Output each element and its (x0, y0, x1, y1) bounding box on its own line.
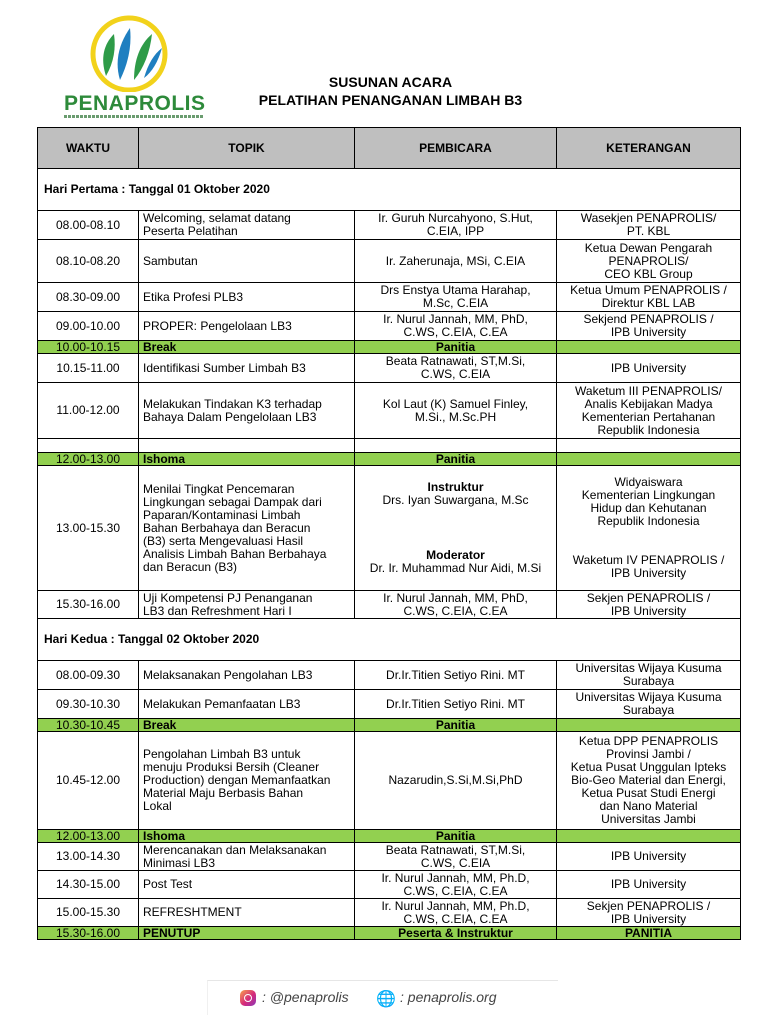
cell-topic: Welcoming, selamat datang Peserta Pelatihan (139, 211, 355, 240)
col-header-note: KETERANGAN (557, 128, 741, 169)
cell-note: Ketua DPP PENAPROLIS Provinsi Jambi / Ketua Pusat Unggulan Ipteks Bio-Geo Material dan Energi, Ketua Pusat Studi Energi dan Nano Material Universitas Jambi (557, 732, 741, 830)
table-row (38, 732, 741, 830)
cell-speaker: Ir. Nurul Jannah, MM, Ph.D, C.WS, C.EIA, C.EA (355, 899, 557, 927)
cell-note: PANITIA (557, 927, 741, 940)
cell-topic: Melakukan Tindakan K3 terhadap Bahaya Dalam Pengelolaan LB3 (139, 383, 355, 439)
cell-note: Waketum III PENAPROLIS/ Analis Kebijakan Madya Kementerian Pertahanan Republik Indonesia (557, 383, 741, 439)
table-row (38, 690, 741, 719)
cell-time: 13.00-15.30 (38, 466, 139, 591)
cell-time: 10.30-10.45 (38, 719, 139, 732)
cell-speaker: Kol Laut (K) Samuel Finley, M.Si., M.Sc.PH (355, 383, 557, 439)
table-row (38, 899, 741, 927)
brand-tagline-strip (64, 115, 204, 118)
cell-speaker: Beata Ratnawati, ST,M.Si, C.WS, C.EIA (355, 843, 557, 871)
cell-topic: Break (139, 719, 355, 732)
cell-note (557, 466, 741, 591)
cell-note: Universitas Wijaya Kusuma Surabaya (557, 690, 741, 719)
cell-topic: Etika Profesi PLB3 (139, 283, 355, 312)
cell-time: 10.15-11.00 (38, 354, 139, 383)
table-row (38, 211, 741, 240)
col-header-time: WAKTU (38, 128, 139, 169)
cell-topic: Ishoma (139, 453, 355, 466)
cell-speaker: Drs Enstya Utama Harahap, M.Sc, C.EIA (355, 283, 557, 312)
cell-topic: Identifikasi Sumber Limbah B3 (139, 354, 355, 383)
brand-name: PENAPROLIS (64, 92, 206, 115)
ishoma-row (38, 830, 741, 843)
col-header-speaker: PEMBICARA (355, 128, 557, 169)
note-moderator: Waketum IV PENAPROLIS / IPB University (572, 553, 725, 580)
cell-note: IPB University (557, 871, 741, 899)
cell-note: Ketua Umum PENAPROLIS / Direktur KBL LAB (557, 283, 741, 312)
cell-speaker: Panitia (355, 830, 557, 843)
table-row (38, 354, 741, 383)
day-1-heading-row (38, 169, 741, 211)
table-header-row (38, 128, 741, 169)
cell-time: 15.30-16.00 (38, 591, 139, 619)
cell-time: 14.30-15.00 (38, 871, 139, 899)
cell-note: Sekjen PENAPROLIS / IPB University (557, 591, 741, 619)
cell-speaker: Panitia (355, 341, 557, 354)
cell-time: 13.00-14.30 (38, 843, 139, 871)
table-row (38, 283, 741, 312)
schedule-table (37, 127, 741, 940)
table-row (38, 591, 741, 619)
cell-speaker: Ir. Nurul Jannah, MM, Ph.D, C.WS, C.EIA, C.EA (355, 871, 557, 899)
instagram-icon (240, 990, 256, 1006)
cell-time: 09.30-10.30 (38, 690, 139, 719)
cell-speaker: Nazarudin,S.Si,M.Si,PhD (355, 732, 557, 830)
cell-time: 12.00-13.00 (38, 830, 139, 843)
cell-speaker: Ir. Nurul Jannah, MM, PhD, C.WS, C.EIA, C.EA (355, 591, 557, 619)
cell-topic: PROPER: Pengelolaan LB3 (139, 312, 355, 341)
ishoma-row (38, 453, 741, 466)
empty-row (38, 439, 741, 453)
cell-topic: Pengolahan Limbah B3 untuk menuju Produksi Bersih (Cleaner Production) dengan Memanfaatkan Material Maju Berbasis Bahan Lokal (139, 732, 355, 830)
cell-time: 08.30-09.00 (38, 283, 139, 312)
cell-speaker: Panitia (355, 453, 557, 466)
cell-note: Sekjen PENAPROLIS / IPB University (557, 899, 741, 927)
website-link[interactable]: : penaprolis.org (400, 989, 497, 1005)
instructor-label: Instruktur (427, 480, 484, 494)
cell-speaker: Ir. Nurul Jannah, MM, PhD, C.WS, C.EIA, C.EA (355, 312, 557, 341)
cell-speaker-panel (355, 466, 557, 591)
cell-topic: REFRESHTMENT (139, 899, 355, 927)
table-row (38, 240, 741, 283)
cell-note: Universitas Wijaya Kusuma Surabaya (557, 661, 741, 690)
cell-topic: Uji Kompetensi PJ Penanganan LB3 dan Refreshment Hari I (139, 591, 355, 619)
cell-topic: Merencanakan dan Melaksanakan Minimasi LB3 (139, 843, 355, 871)
cell-note (557, 719, 741, 732)
cell-topic: Break (139, 341, 355, 354)
moderator-label: Moderator (426, 548, 485, 562)
cell-topic: Post Test (139, 871, 355, 899)
cell-time: 15.00-15.30 (38, 899, 139, 927)
cell-topic: PENUTUP (139, 927, 355, 940)
cell-time: 12.00-13.00 (38, 453, 139, 466)
cell-speaker: Ir. Guruh Nurcahyono, S.Hut, C.EIA, IPP (355, 211, 557, 240)
cell-time: 10.00-10.15 (38, 341, 139, 354)
cell-speaker: Dr.Ir.Titien Setiyo Rini. MT (355, 690, 557, 719)
cell-speaker: Peserta & Instruktur (355, 927, 557, 940)
cell-topic: Melaksanakan Pengolahan LB3 (139, 661, 355, 690)
table-row (38, 661, 741, 690)
table-row (38, 312, 741, 341)
moderator-name: Dr. Ir. Muhammad Nur Aidi, M.Si (369, 561, 542, 575)
table-row (38, 383, 741, 439)
day-1-heading: Hari Pertama : Tanggal 01 Oktober 2020 (38, 169, 741, 211)
cell-time: 08.00-09.30 (38, 661, 139, 690)
col-header-topic: TOPIK (139, 128, 355, 169)
cell-speaker: Dr.Ir.Titien Setiyo Rini. MT (355, 661, 557, 690)
note-instructor: Widyaiswara Kementerian Lingkungan Hidup dan Kehutanan Republik Indonesia (581, 475, 716, 528)
cell-time: 08.00-08.10 (38, 211, 139, 240)
table-row (38, 466, 741, 591)
cell-time: 09.00-10.00 (38, 312, 139, 341)
instagram-handle[interactable]: : @penaprolis (262, 989, 349, 1005)
cell-topic: Sambutan (139, 240, 355, 283)
instructor-name: Drs. Iyan Suwargana, M.Sc (382, 493, 529, 507)
break-row (38, 719, 741, 732)
table-row (38, 843, 741, 871)
title-line-2: PELATIHAN PENANGANAN LIMBAH B3 (258, 92, 523, 108)
cell-speaker: Ir. Zaherunaja, MSi, C.EIA (355, 240, 557, 283)
cell-note: IPB University (557, 354, 741, 383)
cell-time: 15.30-16.00 (38, 927, 139, 940)
cell-speaker: Beata Ratnawati, ST,M.Si, C.WS, C.EIA (355, 354, 557, 383)
cell-note (557, 453, 741, 466)
title-line-1: SUSUNAN ACARA (328, 74, 453, 90)
cell-note: IPB University (557, 843, 741, 871)
cell-topic: Ishoma (139, 830, 355, 843)
cell-topic: Menilai Tingkat Pencemaran Lingkungan sebagai Dampak dari Paparan/Kontaminasi Limbah Bahan Berbahaya dan Beracun (B3) serta Mengevaluasi Hasil Analisis Limbah Bahan Berbahaya dan Beracun (B3) (139, 466, 355, 591)
day-2-heading: Hari Kedua : Tanggal 02 Oktober 2020 (38, 619, 741, 661)
cell-note: Wasekjen PENAPROLIS/ PT. KBL (557, 211, 741, 240)
table-row (38, 871, 741, 899)
closing-row (38, 927, 741, 940)
cell-note: Sekjend PENAPROLIS / IPB University (557, 312, 741, 341)
day-2-heading-row (38, 619, 741, 661)
cell-topic: Melakukan Pemanfaatan LB3 (139, 690, 355, 719)
cell-time: 10.45-12.00 (38, 732, 139, 830)
globe-icon: 🌐 (376, 991, 396, 1008)
cell-note: Ketua Dewan Pengarah PENAPROLIS/ CEO KBL Group (557, 240, 741, 283)
break-row (38, 341, 741, 354)
cell-speaker: Panitia (355, 719, 557, 732)
cell-note (557, 830, 741, 843)
footer-contacts (207, 980, 558, 1015)
cell-note (557, 341, 741, 354)
cell-time: 11.00-12.00 (38, 383, 139, 439)
cell-time: 08.10-08.20 (38, 240, 139, 283)
